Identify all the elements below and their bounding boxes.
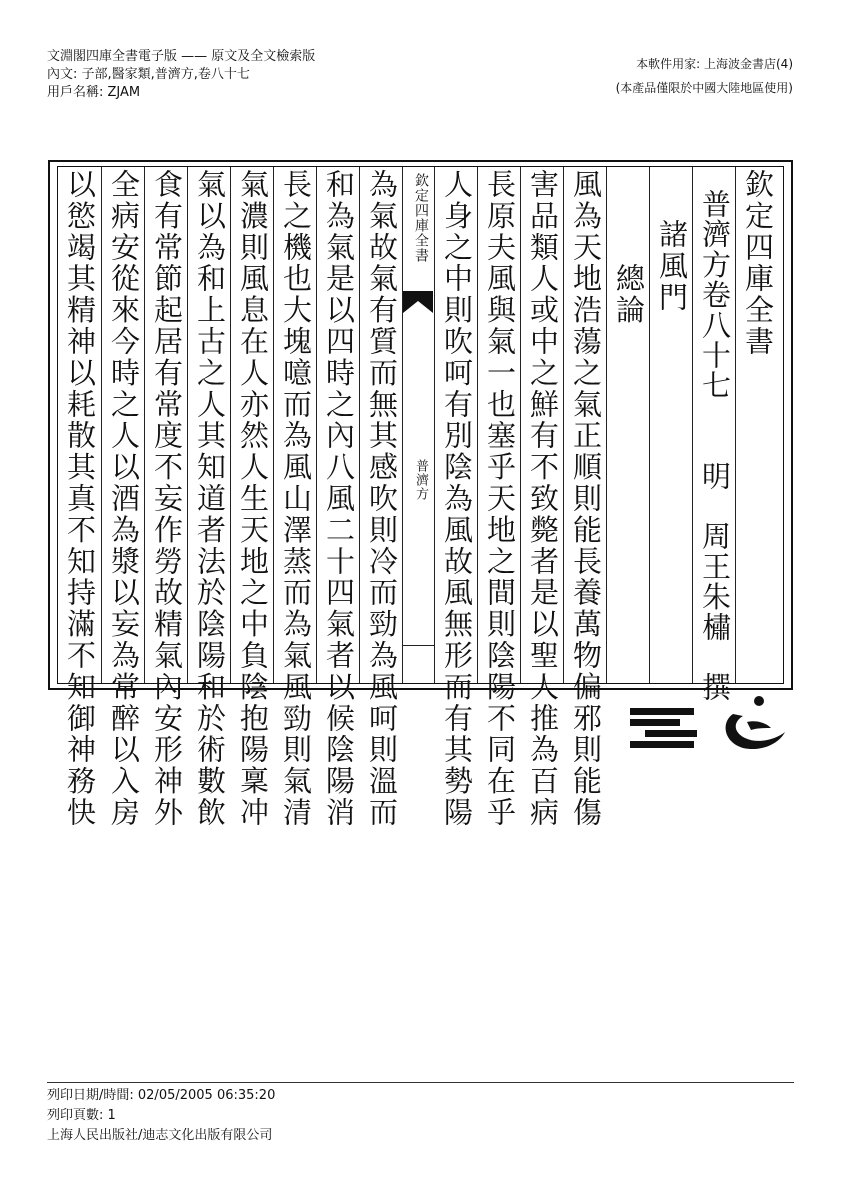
text-column (606, 167, 649, 683)
text-column (58, 167, 101, 829)
text-column (477, 167, 520, 829)
collection-title: 欽定四庫全書 (741, 169, 775, 358)
footer (47, 1086, 275, 1146)
app-title: 文淵閣四庫全書電子版 —— 原文及全文檢索版 (47, 49, 316, 64)
text-column (434, 167, 477, 829)
column-text: 以慾竭其精神以耗散其真不知持滿不知御神務快 (63, 169, 97, 829)
volume-title: 普濟方卷八十七 明 周王朱橚 撰 (698, 189, 732, 703)
text-column (273, 167, 316, 829)
text-column (316, 167, 359, 829)
text-block (57, 166, 784, 829)
publisher: 上海人民出版社/迪志文化出版有限公司 (47, 1128, 273, 1143)
column-text: 長原夫風與氣一也塞乎天地之間則陰陽不同在乎 (483, 169, 517, 829)
column-text: 長之機也大塊噫而為風山澤蒸而為氣風勁則氣清 (279, 169, 313, 829)
banxin-rule (403, 645, 434, 646)
banxin-strip (402, 167, 434, 683)
text-column (101, 167, 144, 829)
print-datetime: 列印日期/時間: 02/05/2005 06:35:20 (47, 1088, 276, 1103)
footer-divider (47, 1082, 794, 1083)
column-text: 害品類人或中之鮮有不致斃者是以聖人推為百病 (526, 169, 560, 829)
header-right (616, 52, 793, 100)
banxin-book-title: 普濟方 (413, 459, 428, 501)
text-column (187, 167, 230, 829)
section-heading: 總論 (612, 263, 646, 326)
column-text: 和為氣是以四時之內八風二十四氣者以候陰陽消 (322, 169, 356, 829)
text-column (144, 167, 187, 829)
print-page-count: 列印頁數: 1 (47, 1108, 116, 1123)
column-text: 人身之中則吹呵有別陰為風故風無形而有其勢陽 (440, 169, 474, 829)
column-text: 氣以為和上古之人其知道者法於陰陽和於術數飲 (193, 169, 227, 829)
text-column (520, 167, 563, 829)
header-left (47, 48, 315, 102)
column-text: 風為天地浩蕩之氣正順則能長養萬物偏邪則能傷 (569, 169, 603, 829)
licensee: 本軟件用家: 上海波金書店(4) (636, 57, 793, 71)
banxin-title: 欽定四庫全書 (413, 173, 429, 263)
page-image-frame (48, 160, 793, 829)
chapter-heading: 諸風門 (655, 219, 689, 314)
text-column (649, 167, 692, 683)
usage-restriction: (本產品僅限於中國大陸地區使用) (615, 81, 793, 95)
publisher-logo (625, 692, 795, 758)
text-column (230, 167, 273, 829)
content-path: 內文: 子部,醫家類,普濟方,卷八十七 (47, 67, 250, 82)
column-text: 為氣故氣有質而無其感吹則冷而勁為風呵則溫而 (365, 169, 399, 829)
text-column (692, 167, 735, 703)
user-name: 用戶名稱: ZJAM (47, 85, 141, 100)
fishtail-icon (403, 291, 433, 317)
column-text: 食有常節起居有常度不妄作勞故精氣內安形神外 (150, 169, 184, 829)
text-column (735, 167, 778, 683)
text-column (359, 167, 402, 829)
text-column (563, 167, 606, 829)
column-text: 氣濃則風息在人亦然人生天地之中負陰抱陽稟冲 (236, 169, 270, 829)
column-text: 全病安從來今時之人以酒為漿以妄為常醉以入房 (107, 169, 141, 829)
